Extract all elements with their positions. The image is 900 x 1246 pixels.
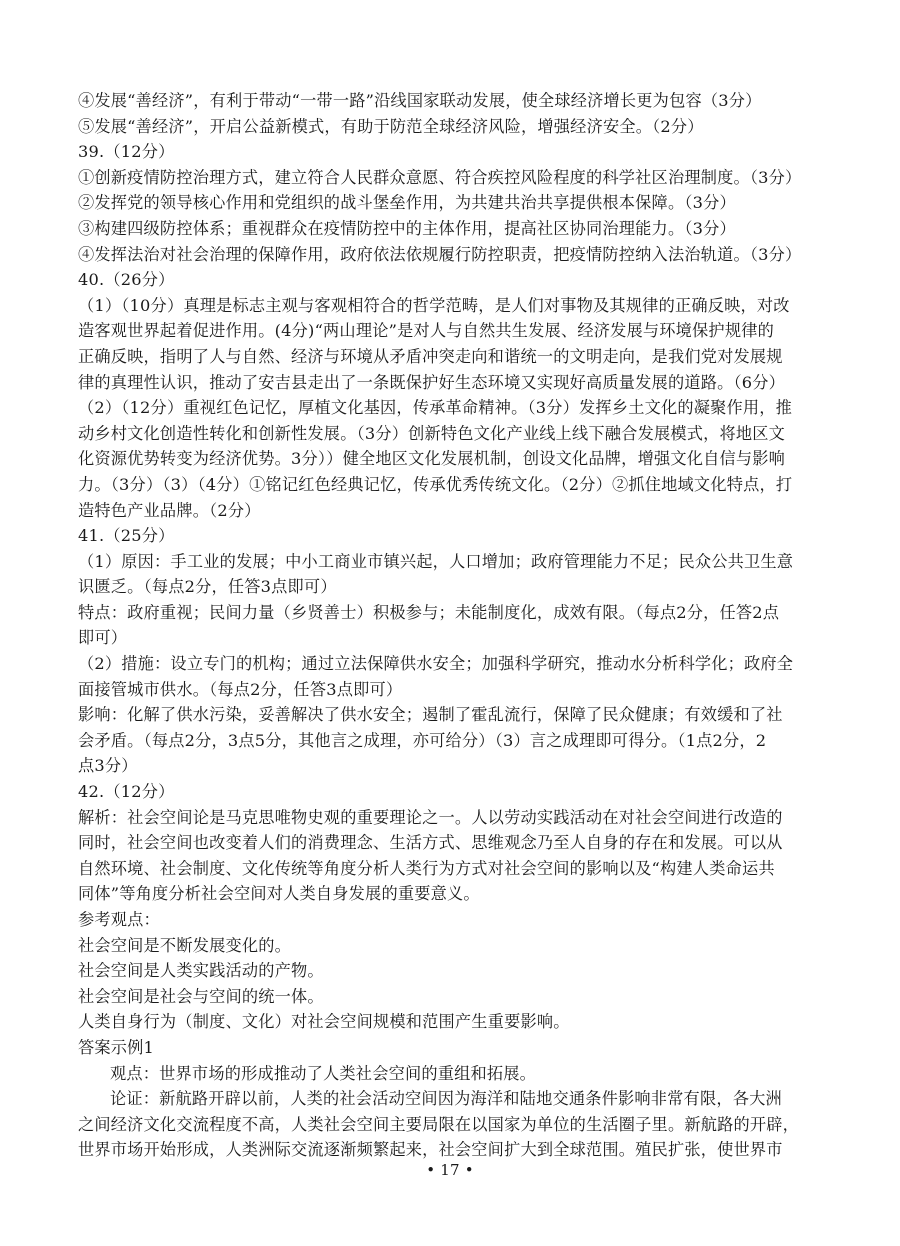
text-line: 会矛盾。（每点2分，3点5分，其他言之成理，亦可给分）（3）言之成理即可得分。（1点2分，2 — [78, 730, 767, 750]
text-line: ③构建四级防控体系；重视群众在疫情防控中的主体作用，提高社区协同治理能力。（3分） — [78, 218, 736, 238]
text-line: 识匮乏。（每点2分，任答3点即可） — [78, 577, 337, 597]
text-line: 化资源优势转变为经济优势。3分））健全地区文化发展机制，创设文化品牌，增强文化自信与影响 — [78, 449, 786, 469]
answer-text-body — [78, 88, 826, 1163]
text-line: （2）（12分）重视红色记忆，厚植文化基因，传承革命精神。（3分）发挥乡土文化的凝聚作用，推 — [78, 398, 793, 418]
text-line: 世界市场开始形成，人类洲际交流逐渐频繁起来，社会空间扩大到全球范围。殖民扩张，使世界市 — [78, 1140, 783, 1160]
text-line: ④发展“善经济”，有利于带动“一带一路”沿线国家联动发展，使全球经济增长更为包容（3分） — [78, 91, 762, 110]
text-line: 力。（3分）（3）（4分）①铭记红色经典记忆，传承优秀传统文化。（2分）②抓住地域文化特点，打 — [78, 474, 793, 494]
text-line: 正确反映，指明了人与自然、经济与环境从矛盾冲突走向和谐统一的文明走向，是我们党对发展规 — [78, 346, 783, 366]
question-heading: 39.（12分） — [78, 142, 175, 162]
text-line: 同时，社会空间也改变着人们的消费理念、生活方式、思维观念乃至人自身的存在和发展。可以从 — [78, 833, 783, 853]
text-line: 自然环境、社会制度、文化传统等角度分析人类行为方式对社会空间的影响以及“构建人类命运共 — [78, 858, 775, 878]
text-line: 观点：世界市场的形成推动了人类社会空间的重组和拓展。 — [110, 1063, 537, 1083]
text-line: 造客观世界起着促进作用。(4分)“两山理论”是对人与自然共生发展、经济发展与环境保护规律的 — [78, 321, 774, 341]
page-number: • 17 • — [426, 1161, 474, 1179]
text-line: （1）（10分）真理是标志主观与客观相符合的哲学范畴，是人们对事物及其规律的正确反映，对改 — [78, 295, 790, 315]
text-line: ⑤发展“善经济”，开启公益新模式，有助于防范全球经济风险，增强经济安全。（2分） — [78, 116, 704, 136]
text-line: ①创新疫情防控治理方式，建立符合人民群众意愿、符合疾控风险程度的科学社区治理制度。（3分） — [78, 167, 802, 187]
text-line: （2）措施：设立专门的机构；通过立法保障供水安全；加强科学研究，推动水分析科学化；政府全 — [78, 654, 794, 674]
text-line: 社会空间是人类实践活动的产物。 — [78, 961, 324, 981]
question-heading: 40.（26分） — [78, 270, 175, 290]
text-line: 答案示例1 — [78, 1037, 155, 1057]
text-line: 社会空间是不断发展变化的。 — [78, 935, 292, 955]
text-line: 造特色产业品牌。（2分） — [78, 500, 261, 520]
text-line: 解析：社会空间论是马克思唯物史观的重要理论之一。人以劳动实践活动在对社会空间进行改造的 — [78, 807, 783, 827]
text-line: 参考观点： — [78, 910, 160, 929]
text-line: 点3分） — [78, 756, 138, 776]
text-line: 即可） — [78, 628, 128, 648]
text-line: 影响：化解了供水污染，妥善解决了供水安全；遏制了霍乱流行，保障了民众健康；有效缓和了社 — [78, 705, 783, 725]
text-line: ②发挥党的领导核心作用和党组织的战斗堡垒作用，为共建共治共享提供根本保障。（3分） — [78, 193, 736, 213]
text-line: ④发挥法治对社会治理的保障作用，政府依法依规履行防控职责，把疫情防控纳入法治轨道。（3分） — [78, 244, 802, 264]
question-heading: 42.（12分） — [78, 782, 175, 802]
text-line: 人类自身行为（制度、文化）对社会空间规模和范围产生重要影响。 — [78, 1012, 570, 1032]
text-line: 律的真理性认识，推动了安吉县走出了一条既保护好生态环境又实现好高质量发展的道路。（6分） — [78, 372, 786, 392]
question-heading: 41.（25分） — [78, 526, 175, 546]
text-line: 特点：政府重视；民间力量（乡贤善士）积极参与；未能制度化，成效有限。（每点2分，任答2点 — [78, 602, 780, 622]
text-line: （1）原因：手工业的发展；中小工商业市镇兴起，人口增加；政府管理能力不足；民众公共卫生意 — [78, 551, 794, 571]
text-line: 社会空间是社会与空间的统一体。 — [78, 986, 324, 1006]
text-line: 论证：新航路开辟以前，人类的社会活动空间因为海洋和陆地交通条件影响非常有限，各大洲 — [110, 1089, 782, 1109]
text-line: 面接管城市供水。（每点2分，任答3点即可） — [78, 679, 403, 699]
text-line: 之间经济文化交流程度不高，人类社会空间主要局限在以国家为单位的生活圈子里。新航路的开辟， — [78, 1114, 800, 1134]
text-line: 同体”等角度分析社会空间对人类自身发展的重要意义。 — [78, 884, 480, 904]
text-line: 动乡村文化创造性转化和创新性发展。（3分）创新特色文化产业线上线下融合发展模式，将地区文 — [78, 423, 786, 443]
